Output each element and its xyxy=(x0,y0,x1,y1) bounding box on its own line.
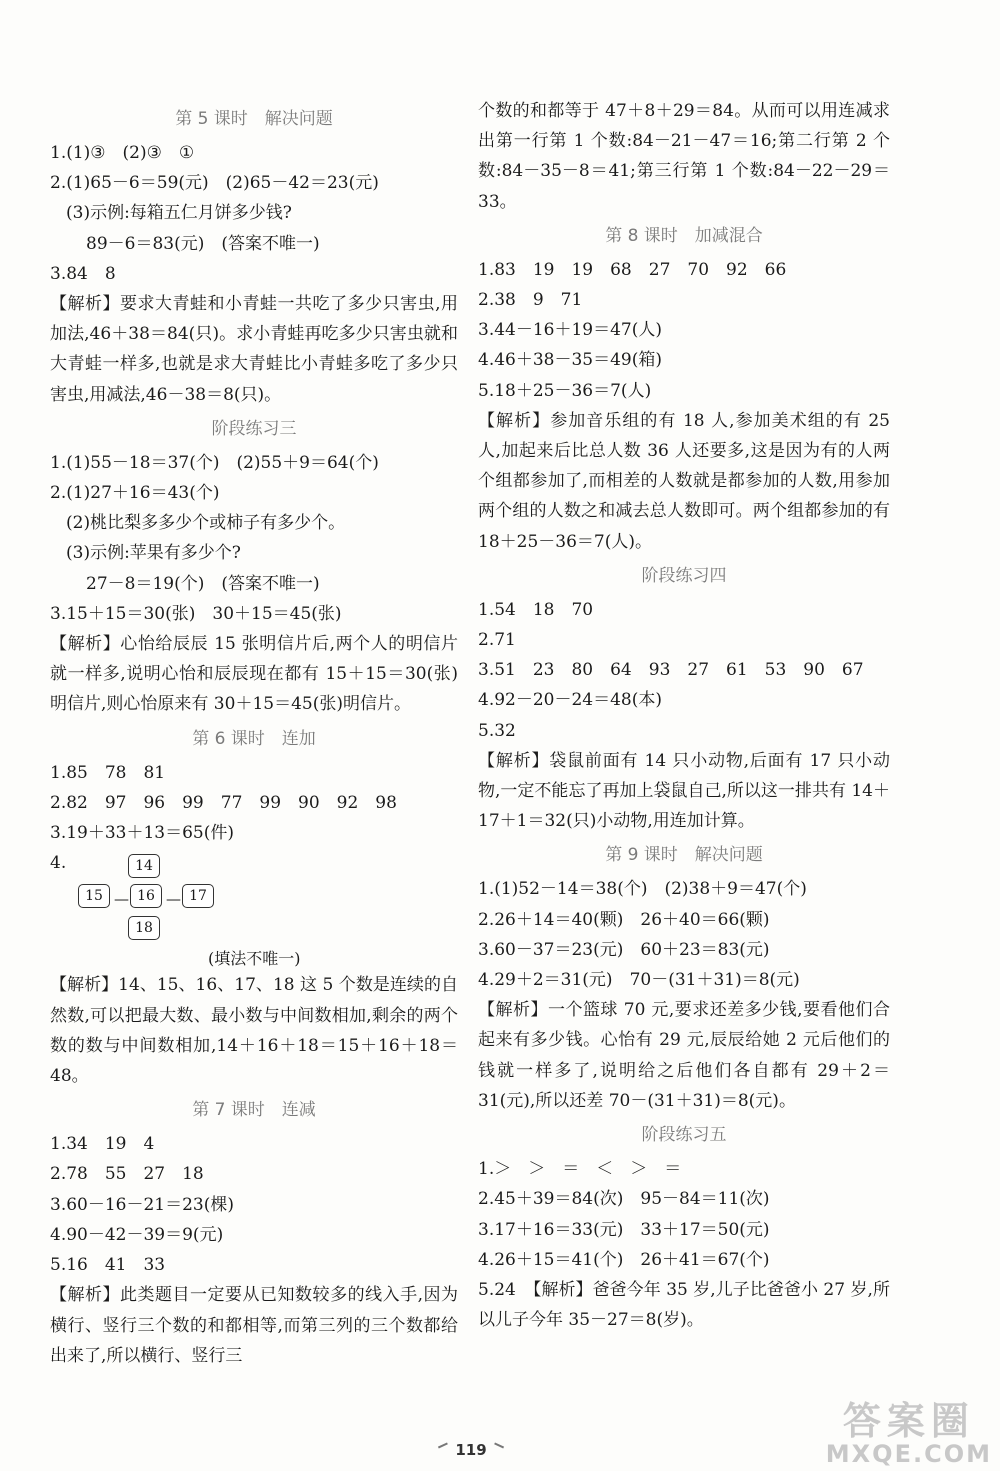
section-heading: 阶段练习三 xyxy=(211,418,297,439)
answer-line: 4.90－42－39＝9(元) xyxy=(50,1224,224,1245)
answer-line: 5.32 xyxy=(478,720,516,741)
answer-line: 2.45＋39＝84(次) 95－84＝11(次) xyxy=(478,1189,770,1210)
left-column xyxy=(50,100,458,1371)
section-heading: 第 7 课时 连减 xyxy=(192,1100,316,1121)
explanation-paragraph: 5.24 【解析】爸爸今年 35 岁,儿子比爸爸小 27 岁,所以儿子今年 35－27＝8(岁)。 xyxy=(478,1279,890,1331)
answer-line: 3.51 23 80 64 93 27 61 53 90 67 xyxy=(478,660,864,681)
answer-line: 4.92－20－24＝48(本) xyxy=(478,690,663,711)
watermark-logo xyxy=(826,1401,992,1467)
answer-line: 2.82 97 96 99 77 99 90 92 98 xyxy=(50,792,397,813)
answer-line: 2.(1)27＋16＝43(个) xyxy=(50,483,220,504)
answer-line: 1.(1)③ (2)③ ① xyxy=(50,143,195,163)
answer-line: 1.(1)55－18＝37(个) (2)55＋9＝64(个) xyxy=(50,452,379,473)
answer-line: 2.26＋14＝40(颗) 26＋40＝66(颗) xyxy=(478,909,770,930)
watermark-sub: MXQE.COM xyxy=(825,1440,992,1468)
answer-line: 27－8＝19(个) (答案不唯一) xyxy=(86,573,320,594)
answer-line: 4.29＋2＝31(元) 70－(31＋31)＝8(元) xyxy=(478,970,800,991)
answer-line: 3.15＋15＝30(张) 30＋15＝45(张) xyxy=(50,603,342,624)
answer-line: 3.17＋16＝33(元) 33＋17＝50(元) xyxy=(478,1219,770,1240)
puzzle-piece-center: 16 xyxy=(130,884,162,908)
puzzle-piece-right: 17 xyxy=(182,884,214,908)
explanation-paragraph: 个数的和都等于 47＋8＋29＝84。从而可以用连减求出第一行第 1 个数:84－21－47＝16;第二行第 2 个数:84－35－8＝41;第三行第 1 个数:84－22－29＝33。 xyxy=(478,101,890,212)
explanation-paragraph: 【解析】要求大青蛙和小青蛙一共吃了多少只害虫,用加法,46＋38＝84(只)。求小青蛙再吃多少只害虫就和大青蛙一样多,也就是求大青蛙比小青蛙多吃了多少只害虫,用减法,46－38＝8(只)。 xyxy=(50,294,458,405)
answer-line: 4. xyxy=(50,853,67,874)
explanation-paragraph: 【解析】14、15、16、17、18 这 5 个数是连续的自然数,可以把最大数、最小数与中间数相加,剩余的两个数的数与中间数相加,14＋16＋18＝15＋16＋18＝48。 xyxy=(50,975,458,1087)
explanation-paragraph: 【解析】此类题目一定要从已知数较多的线入手,因为横行、竖行三个数的和都相等,而第三列的三个数都给出来了,所以横行、竖行三 xyxy=(50,1285,458,1366)
answer-line: 5.16 41 33 xyxy=(50,1255,166,1276)
explanation-paragraph: 【解析】参加音乐组的有 18 人,参加美术组的有 25 人,加起来后比总人数 36 人还要多,这是因为有的人两个组都参加了,而相差的人数就是都参加的人数,用参加两个组的人数之和减去总人数即可。两个组都参加的有 18＋25－36＝7(人)。 xyxy=(478,410,890,552)
answer-line: 4.26＋15＝41(个) 26＋41＝67(个) xyxy=(478,1249,770,1270)
puzzle-diagram xyxy=(50,858,458,970)
section-heading: 阶段练习四 xyxy=(641,565,727,586)
page-number: 119 xyxy=(446,1436,496,1464)
answer-line: 1.83 19 19 68 27 70 92 66 xyxy=(478,259,787,280)
section-heading: 第 9 课时 解决问题 xyxy=(605,845,763,866)
explanation-paragraph: 【解析】心怡给辰辰 15 张明信片后,两个人的明信片就一样多,说明心怡和辰辰现在都有 15＋15＝30(张)明信片,则心怡原来有 30＋15＝45(张)明信片。 xyxy=(50,634,458,715)
answer-line: 1.＞ ＞ ＝ ＜ ＞ ＝ xyxy=(478,1159,682,1180)
connector-dash: — xyxy=(114,890,129,909)
section-heading: 第 8 课时 加减混合 xyxy=(605,225,763,246)
puzzle-piece-left: 15 xyxy=(78,884,110,908)
answer-line: 1.34 19 4 xyxy=(50,1134,155,1155)
connector-dash: — xyxy=(166,890,181,909)
answer-line: 3.19＋33＋13＝65(件) xyxy=(50,823,235,844)
section-heading: 第 6 课时 连加 xyxy=(192,728,316,749)
answer-line: 2.38 9 71 xyxy=(478,290,583,311)
puzzle-piece-top: 14 xyxy=(128,854,160,878)
answer-line: 89－6＝83(元) (答案不唯一) xyxy=(86,233,320,254)
answer-line: 2.78 55 27 18 xyxy=(50,1164,204,1185)
answer-line: 2.(1)65－6＝59(元) (2)65－42＝23(元) xyxy=(50,173,379,194)
answer-line: 1.54 18 70 xyxy=(478,599,594,620)
answer-line: 2.71 xyxy=(478,630,516,651)
answer-line: 3.44－16＋19＝47(人) xyxy=(478,320,663,341)
explanation-paragraph: 【解析】袋鼠前面有 14 只小动物,后面有 17 只小动物,一定不能忘了再加上袋鼠自己,所以这一排共有 14＋17＋1＝32(只)小动物,用连加计算。 xyxy=(478,750,890,832)
watermark-main: 答案圈 xyxy=(842,1399,975,1443)
explanation-paragraph: 【解析】一个篮球 70 元,要求还差多少钱,要看他们合起来有多少钱。心怡有 29 元,辰辰给她 2 元后他们的钱就一样多了,说明给之后他们各自都有 29＋2＝31(元),所以还差 70－(31＋31)＝8(元)。 xyxy=(478,1000,890,1111)
section-heading: 第 5 课时 解决问题 xyxy=(175,109,333,129)
answer-line: (2)桃比梨多多少个或柿子有多少个。 xyxy=(66,513,346,534)
answer-line: (3)示例:苹果有多少个? xyxy=(66,543,241,564)
answer-line: 4.46＋38－35＝49(箱) xyxy=(478,350,663,371)
right-column xyxy=(478,96,890,1335)
puzzle-note: (填法不唯一) xyxy=(208,949,301,969)
answer-line: 3.60－16－21＝23(棵) xyxy=(50,1194,235,1215)
answer-line: 1.(1)52－14＝38(个) (2)38＋9＝47(个) xyxy=(478,879,807,900)
puzzle-piece-bottom: 18 xyxy=(128,916,160,940)
answer-line: (3)示例:每箱五仁月饼多少钱? xyxy=(66,203,292,224)
answer-line: 3.60－37＝23(元) 60＋23＝83(元) xyxy=(478,939,770,960)
answer-line: 3.84 8 xyxy=(50,263,116,284)
answer-line: 5.18＋25－36＝7(人) xyxy=(478,380,652,401)
answer-line: 1.85 78 81 xyxy=(50,762,166,783)
section-heading: 阶段练习五 xyxy=(641,1125,727,1146)
